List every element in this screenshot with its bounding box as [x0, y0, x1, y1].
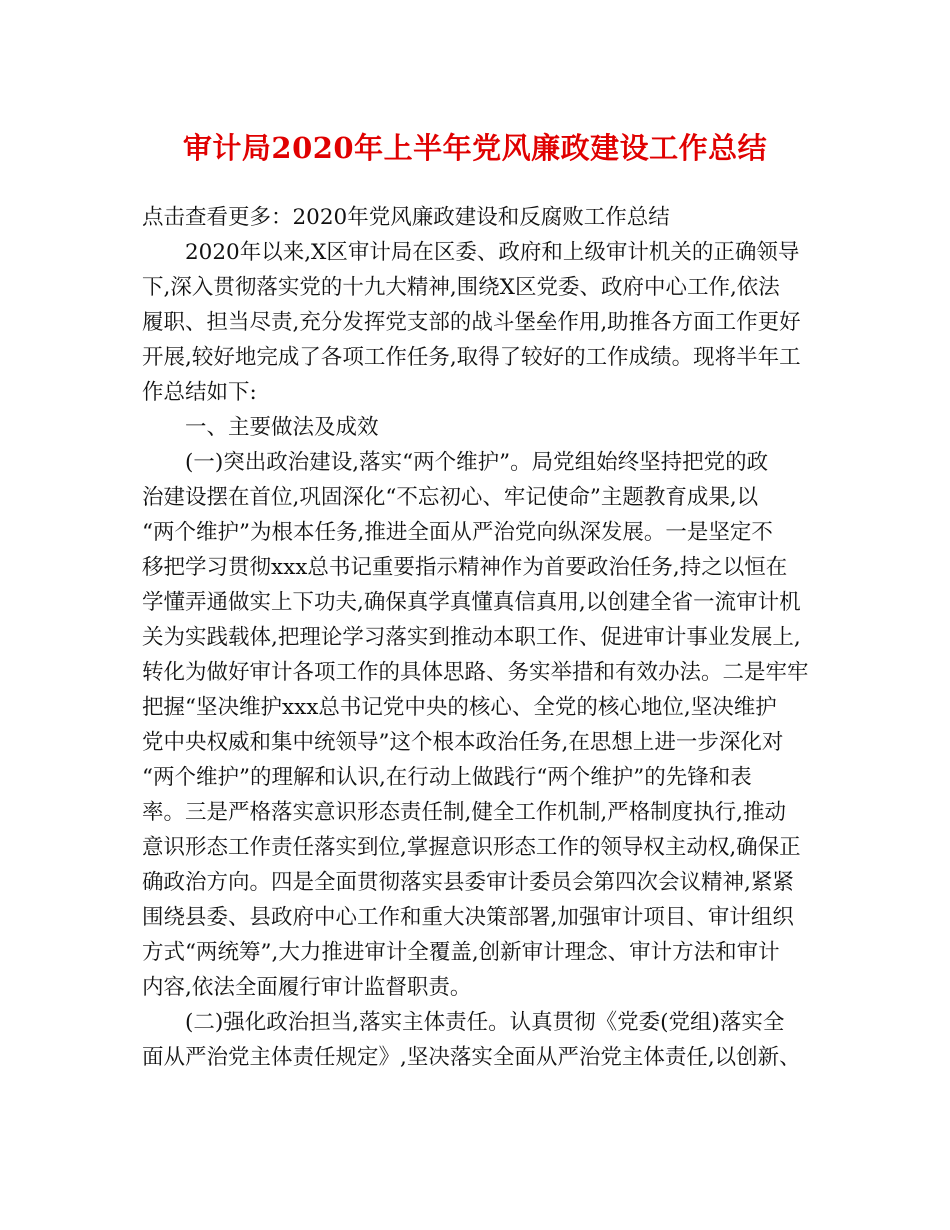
paragraph-line: 党中央权威和集中统领导”这个根本政治任务,在思想上进一步深化对	[142, 730, 784, 755]
paragraph-line: 内容,依法全面履行审计监督职责。	[142, 975, 472, 1000]
paragraph-line: 围绕县委、县政府中心工作和重大决策部署,加强审计项目、审计组织	[142, 905, 794, 930]
paragraph-line: (二)强化政治担当,落实主体责任。认真贯彻《党委(党组)落实全	[185, 1010, 785, 1035]
document-body	[142, 200, 812, 1075]
paragraph-line: 学懂弄通做实上下功夫,确保真学真懂真信真用,以创建全省一流审计机	[142, 590, 801, 615]
paragraph-line: 意识形态工作责任落实到位,掌握意识形态工作的领导权主动权,确保正	[142, 835, 801, 860]
paragraph-line: 履职、担当尽责,充分发挥党支部的战斗堡垒作用,助推各方面工作更好	[142, 310, 801, 335]
paragraph-line: 关为实践载体,把理论学习落实到推动本职工作、促进审计事业发展上,	[142, 625, 801, 650]
more-link-line[interactable]: 点击查看更多：2020年党风廉政建设和反腐败工作总结	[142, 205, 670, 230]
paragraph-line: 方式“两统筹”,大力推进审计全覆盖,创新审计理念、审计方法和审计	[142, 940, 780, 965]
paragraph-line: “两个维护”为根本任务,推进全面从严治党向纵深发展。一是坚定不	[142, 520, 773, 545]
paragraph-line: 治建设摆在首位,巩固深化“不忘初心、牢记使命”主题教育成果,以	[142, 485, 759, 510]
paragraph-line: 移把学习贯彻xxx总书记重要指示精神作为首要政治任务,持之以恒在	[142, 555, 788, 580]
paragraph-line: 转化为做好审计各项工作的具体思路、务实举措和有效办法。二是牢牢	[142, 660, 809, 685]
document-title: 审计局2020年上半年党风廉政建设工作总结	[182, 131, 768, 165]
section-heading: 一、主要做法及成效	[185, 415, 379, 440]
paragraph-line: 开展,较好地完成了各项工作任务,取得了较好的工作成绩。现将半年工	[142, 345, 801, 370]
paragraph-line: “两个维护”的理解和认识,在行动上做践行“两个维护”的先锋和表	[142, 765, 752, 790]
paragraph-line: (一)突出政治建设,落实“两个维护”。局党组始终坚持把党的政	[185, 450, 769, 475]
paragraph-line: 率。三是严格落实意识形态责任制,健全工作机制,严格制度执行,推动	[142, 800, 787, 825]
paragraph-line: 把握“坚决维护xxx总书记党中央的核心、全党的核心地位,坚决维护	[142, 695, 777, 720]
paragraph-line: 下,深入贯彻落实党的十九大精神,围绕X区党委、政府中心工作,依法	[142, 275, 780, 300]
paragraph-line: 2020年以来,X区审计局在区委、政府和上级审计机关的正确领导	[185, 240, 800, 265]
paragraph-line: 面从严治党主体责任规定》,坚决落实全面从严治党主体责任,以创新、	[142, 1045, 801, 1070]
paragraph-line: 作总结如下:	[142, 380, 257, 405]
paragraph-line: 确政治方向。四是全面贯彻落实县委审计委员会第四次会议精神,紧紧	[142, 870, 794, 895]
